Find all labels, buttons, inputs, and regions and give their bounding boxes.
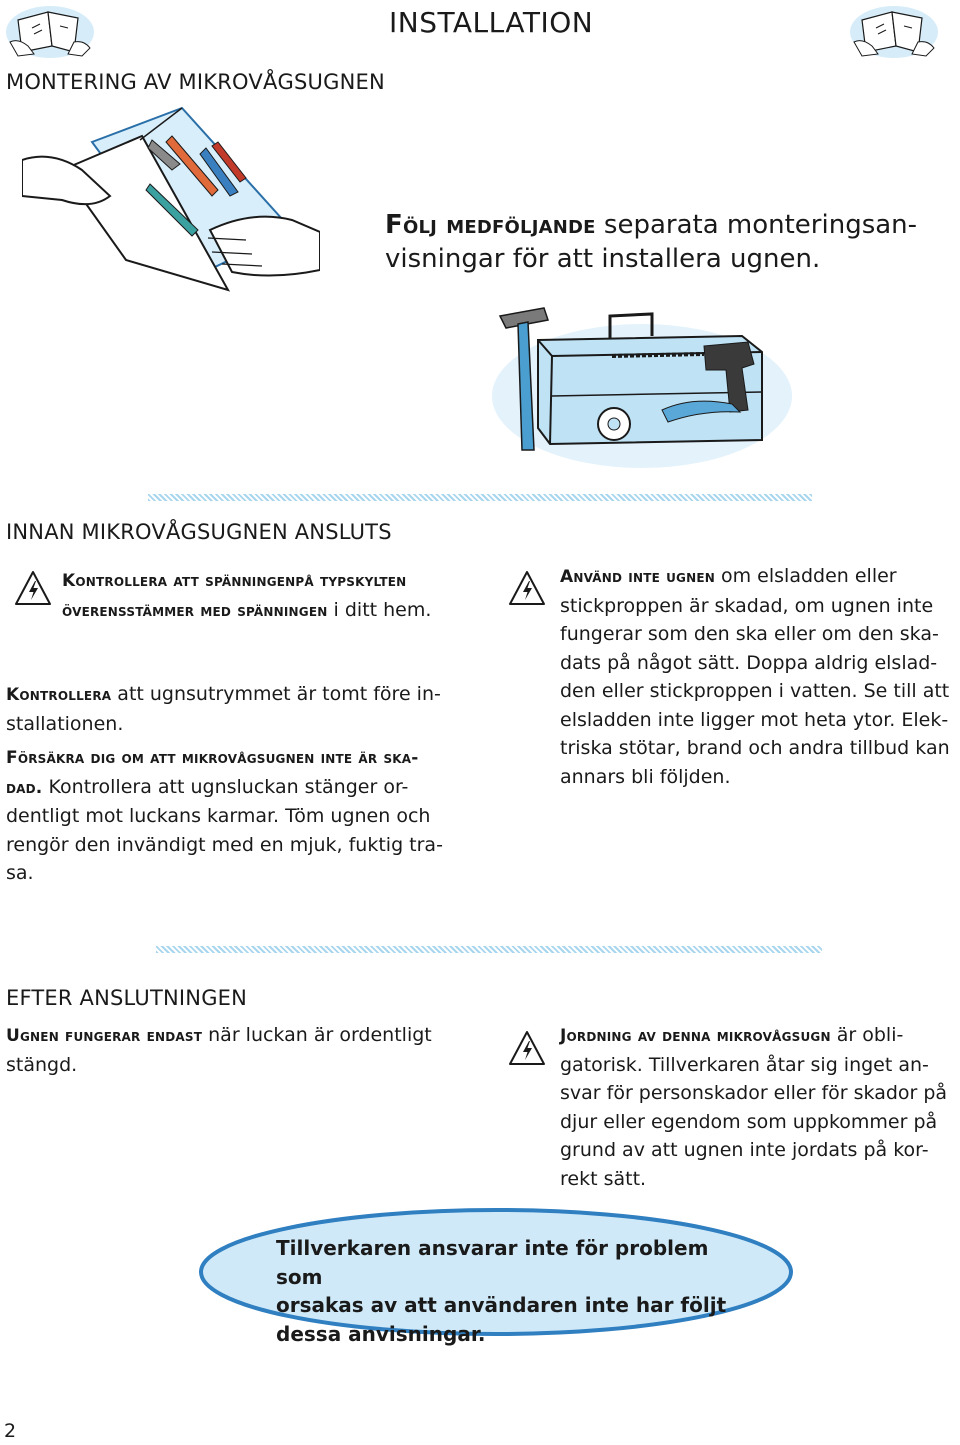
cord-line: elsladden inte ligger mot heta ytor. Elek- (560, 708, 949, 731)
voltage-line-2: överensstämmer med spänningen i ditt hem. (62, 598, 432, 621)
damage-line-5: sa. (6, 862, 34, 884)
toolbox-illustration (492, 300, 792, 468)
voltage-line-1: Kontrollera att spänningenpå typskylten (62, 571, 407, 591)
disclaimer-line: orsakas av att användaren inte har följt (276, 1293, 727, 1317)
space-line-1: Kontrollera att ugnsutrymmet är tomt före in- (6, 683, 441, 705)
voltage-check-paragraph (62, 567, 462, 625)
damage-line-2: dad. Kontrollera att ugnsluckan stänger or- (6, 775, 409, 798)
cord-line: stickproppen är skadad, om ugnen inte (560, 594, 934, 617)
damage-check-paragraph (6, 744, 476, 888)
grounding-paragraph (560, 1021, 958, 1193)
damaged-cord-paragraph (560, 562, 958, 791)
intro-line-2: visningar för att installera ugnen. (385, 244, 821, 274)
door-closed-paragraph (6, 1021, 476, 1079)
section-divider (148, 494, 812, 501)
grounding-line-1: Jordning av denna mikrovågsugn är obli- (560, 1024, 904, 1046)
warning-electric-icon (508, 1030, 546, 1066)
grounding-line: grund av att ugnen inte jordats på kor- (560, 1139, 929, 1161)
section-heading-after: EFTER ANSLUTNINGEN (6, 986, 248, 1010)
damage-line-3: dentligt mot luckans karmar. Töm ugnen och (6, 805, 431, 827)
corner-book-icon-left (4, 2, 96, 62)
warning-electric-icon (14, 570, 52, 606)
door-line-1: Ugnen fungerar endast när luckan är ordentligt (6, 1024, 432, 1046)
grounding-line: svar för personskador eller för skador på (560, 1082, 948, 1104)
cord-line: annars bli följden. (560, 765, 731, 788)
section-heading-mounting: MONTERING AV MIKROVÅGSUGNEN (6, 70, 385, 94)
corner-book-icon-right (848, 2, 940, 62)
intro-lead: Följ medföljande (385, 210, 596, 240)
damage-line-4: rengör den invändigt med en mjuk, fuktig tra- (6, 833, 443, 856)
section-heading-before: INNAN MIKROVÅGSUGNEN ANSLUTS (6, 520, 392, 544)
door-line-2: stängd. (6, 1053, 78, 1076)
space-line-2: stallationen. (6, 712, 124, 735)
manual-hands-illustration (22, 100, 320, 300)
intro-text (385, 208, 917, 276)
cord-line: den eller stickproppen i vatten. Se till att (560, 680, 950, 702)
disclaimer-line: Tillverkaren ansvarar inte för problem som (276, 1236, 709, 1289)
section-divider (156, 946, 822, 953)
grounding-line: djur eller egendom som uppkommer på (560, 1110, 938, 1133)
damage-line-1: Försäkra dig om att mikrovågsugnen inte är ska- (6, 748, 419, 768)
grounding-line: gatorisk. Tillverkaren åtar sig inget an- (560, 1053, 929, 1076)
cord-line: dats på något sätt. Doppa aldrig elslad- (560, 651, 938, 674)
space-check-paragraph (6, 680, 466, 738)
warning-electric-icon (508, 570, 546, 606)
grounding-line: rekt sätt. (560, 1167, 647, 1190)
disclaimer-text (276, 1234, 756, 1348)
cord-line: fungerar som den ska eller om den ska- (560, 623, 939, 645)
cord-line: triska stötar, brand och andra tillbud kan (560, 737, 950, 759)
intro-rest: separata monteringsan- (595, 210, 918, 240)
cord-line-1: Använd inte ugnen om elsladden eller (560, 565, 897, 587)
intro-line-1 (385, 208, 917, 242)
page-number: 2 (4, 1420, 17, 1442)
page-title: INSTALLATION (389, 6, 594, 39)
disclaimer-line: dessa anvisningar. (276, 1321, 486, 1346)
